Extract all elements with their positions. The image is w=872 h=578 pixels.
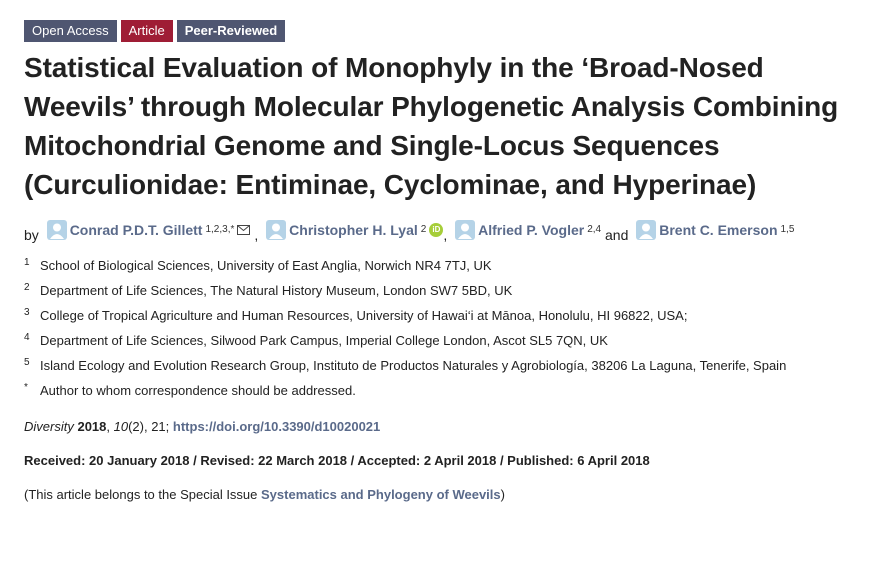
affiliation-number: 2 xyxy=(24,282,30,293)
affiliation-item xyxy=(24,356,854,376)
special-issue-note xyxy=(24,487,854,502)
citation-issue: (2), 21; xyxy=(128,419,170,434)
affiliation-number: 3 xyxy=(24,307,30,318)
person-avatar-icon[interactable] xyxy=(266,220,286,240)
author-separator: , xyxy=(443,227,448,243)
person-avatar-icon[interactable] xyxy=(636,220,656,240)
citation-year: 2018 xyxy=(77,419,107,434)
author-emerson: Brent C. Emerson 1,5 xyxy=(632,220,794,240)
citation-volume: 10 xyxy=(113,419,129,434)
author-gillett: Conrad P.D.T. Gillett 1,2,3,* xyxy=(43,220,255,240)
badge-row xyxy=(24,20,854,42)
affiliation-text: College of Tropical Agriculture and Human Resources, University of Hawai‘i at Mānoa, Honolulu, HI 96822, USA; xyxy=(40,308,688,323)
affiliation-number: 5 xyxy=(24,357,30,368)
person-avatar-icon[interactable] xyxy=(455,220,475,240)
article-type-badge: Article xyxy=(121,20,173,42)
special-issue-suffix: ) xyxy=(500,487,505,502)
correspondence-note xyxy=(24,381,854,401)
affiliation-item xyxy=(24,281,854,301)
author-name[interactable]: Brent C. Emerson xyxy=(659,222,778,238)
affiliation-item xyxy=(24,306,854,326)
author-vogler: Alfried P. Vogler 2,4 xyxy=(451,220,601,240)
affiliation-text: Department of Life Sciences, The Natural History Museum, London SW7 5BD, UK xyxy=(40,283,513,298)
author-name[interactable]: Alfried P. Vogler xyxy=(478,222,585,238)
affiliation-item xyxy=(24,331,854,351)
open-access-badge: Open Access xyxy=(24,20,117,42)
citation-line: Diversity 2018, 10(2), 21; https://doi.org/10.3390/d10020021 xyxy=(24,419,381,434)
affiliation-number: * xyxy=(24,382,28,393)
peer-reviewed-badge[interactable]: Peer-Reviewed xyxy=(177,20,286,42)
affiliation-list xyxy=(24,256,854,401)
author-name[interactable]: Conrad P.D.T. Gillett xyxy=(69,222,203,238)
publication-dates: Received: 20 January 2018 / Revised: 22 March 2018 / Accepted: 2 April 2018 / Published: 6 April 2018 xyxy=(24,453,650,468)
affiliation-item xyxy=(24,256,854,276)
special-issue-prefix: (This article belongs to the Special Issue xyxy=(24,487,262,502)
orcid-icon[interactable]: iD xyxy=(429,223,443,237)
mail-icon[interactable] xyxy=(237,225,250,235)
article-title: Statistical Evaluation of Monophyly in the ‘Broad-Nosed Weevils’ through Molecular Phylogenetic Analysis Combining Mitochondrial Genome and Single-Locus Sequences (Curculionidae: Entiminae, Cyclominae, and Hyperinae) xyxy=(24,52,839,200)
affiliation-text: School of Biological Sciences, University of East Anglia, Norwich NR4 7TJ, UK xyxy=(40,258,492,273)
special-issue-link[interactable]: Systematics and Phylogeny of Weevils xyxy=(261,487,501,502)
author-lyal: Christopher H. Lyal 2 iD xyxy=(262,220,443,240)
journal-name: Diversity xyxy=(24,419,74,434)
person-avatar-icon[interactable] xyxy=(47,220,67,240)
doi-link[interactable]: https://doi.org/10.3390/d10020021 xyxy=(172,419,381,434)
author-list xyxy=(24,220,854,245)
affiliation-text: Department of Life Sciences, Silwood Park Campus, Imperial College London, Ascot SL5 7QN, UK xyxy=(40,333,608,348)
affiliation-number: 4 xyxy=(24,332,30,343)
affiliation-number: 1 xyxy=(24,257,30,268)
by-label: by xyxy=(24,227,39,243)
author-separator: , xyxy=(254,227,259,243)
affiliation-text: Author to whom correspondence should be addressed. xyxy=(40,383,356,398)
affiliation-text: Island Ecology and Evolution Research Group, Instituto de Productos Naturales y Agrobiología, 38206 La Laguna, Tenerife, Spain xyxy=(40,358,787,373)
and-label: and xyxy=(605,227,629,243)
author-name[interactable]: Christopher H. Lyal xyxy=(289,222,418,238)
